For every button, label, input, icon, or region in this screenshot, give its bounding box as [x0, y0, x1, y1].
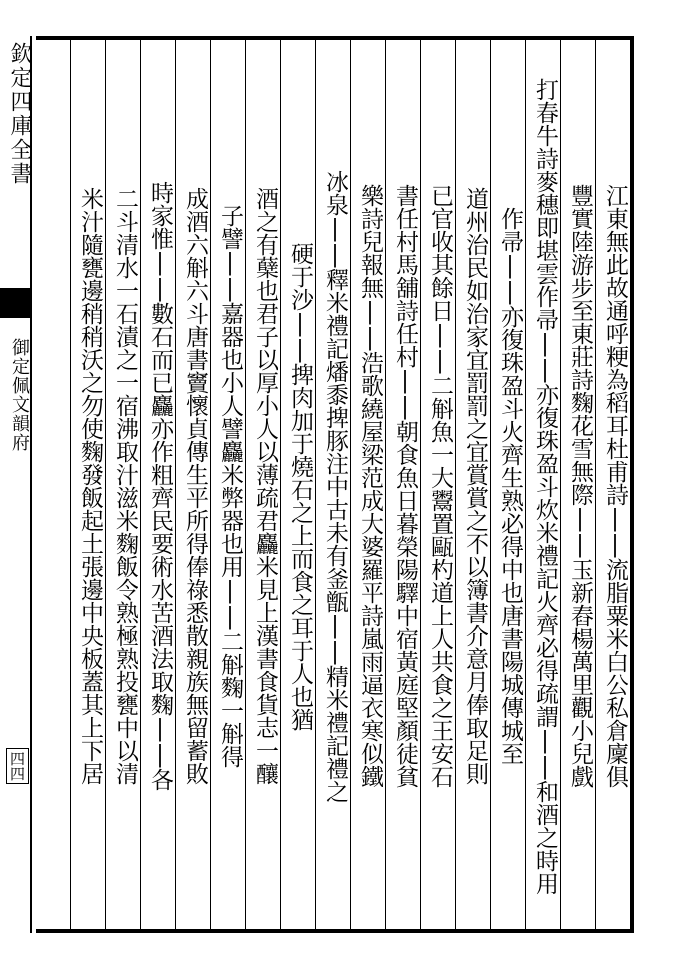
text-column-16: 米汁隨甕邊稍稍沃之勿使麴發飯起土張邊中央板蓋其上下居 [77, 187, 103, 785]
page-gutter [0, 36, 32, 933]
frame-bottom-border [36, 929, 634, 933]
column-rule [490, 40, 491, 929]
fish-tail-band [0, 288, 32, 318]
column-rule [280, 40, 281, 929]
column-rule [105, 40, 106, 929]
text-column-13: 成酒六斛六斗唐書竇懷貞傳生平所得俸祿悉散親族無留蓄敗 [182, 187, 208, 785]
text-column-8: 樂詩兒報無||浩歌繞屋梁范成大婆羅平詩嵐雨逼衣寒似鐵 [357, 184, 383, 788]
column-rule [245, 40, 246, 929]
frame-top-border [36, 36, 634, 40]
column-rule [525, 40, 526, 929]
column-rule [595, 40, 596, 929]
column-rule [210, 40, 211, 929]
column-rule [455, 40, 456, 929]
page-number: 四四 [6, 748, 29, 784]
column-rule [560, 40, 561, 929]
column-rule [420, 40, 421, 929]
column-rule [70, 40, 71, 929]
column-rule [140, 40, 141, 929]
book-title: 欽定四庫全書 [7, 42, 32, 186]
text-column-11: 酒之有蘖也君子以厚小人以薄疏君麤米見上漢書食貨志一釀 [252, 187, 278, 785]
column-rule [350, 40, 351, 929]
column-rule [385, 40, 386, 929]
text-column-4: 作帚||亦復珠盈斗火齊生熟必得中也唐書陽城傳城至 [497, 207, 523, 765]
frame-right-border [630, 36, 634, 933]
text-column-3: 打春牛詩麥穗即堪雲作帚||亦復珠盈斗炊米禮記火齊必得疏謂||和酒之時用 [532, 77, 558, 895]
text-column-10: 硬于沙||捭肉加于燒石之上而食之耳于人也猶 [287, 241, 313, 731]
text-column-14: 時家惟||數石而已麤亦作粗齊民要術水苦酒法取麴||各 [147, 181, 173, 791]
volume-title: 御定佩文韻府 [9, 338, 30, 452]
text-column-6: 已官收其餘日||二斛魚一大鬻置甌杓道上人共食之王安石 [427, 184, 453, 788]
text-column-1: 江東無此故通呼粳為稻耳杜甫詩||流脂粟米白公私倉廩俱 [602, 184, 628, 788]
column-rule [175, 40, 176, 929]
text-column-7: 書任村馬舖詩任村||朝食魚日暮榮陽驛中宿黃庭堅顏徒貧 [392, 184, 418, 788]
text-column-12: 子譬||嘉器也小人譬麤米弊器也用||二斛麴一斛得 [217, 204, 243, 768]
text-column-9: 冰泉||釋米禮記燔黍捭豚注中古未有釜甑||精米禮記禮之 [322, 169, 348, 803]
text-column-5: 道州治民如治家宜罰罰之宜賞賞之不以簿書介意月俸取足則 [462, 187, 488, 785]
column-rule [315, 40, 316, 929]
text-column-15: 二斗清水一石漬之一宿沸取汁滋米麴飯令熟極熟投甕中以清 [112, 187, 138, 785]
text-column-2: 豐實陸游步至東莊詩麴花雪無際||玉新舂楊萬里觀小兒戲 [567, 184, 593, 788]
